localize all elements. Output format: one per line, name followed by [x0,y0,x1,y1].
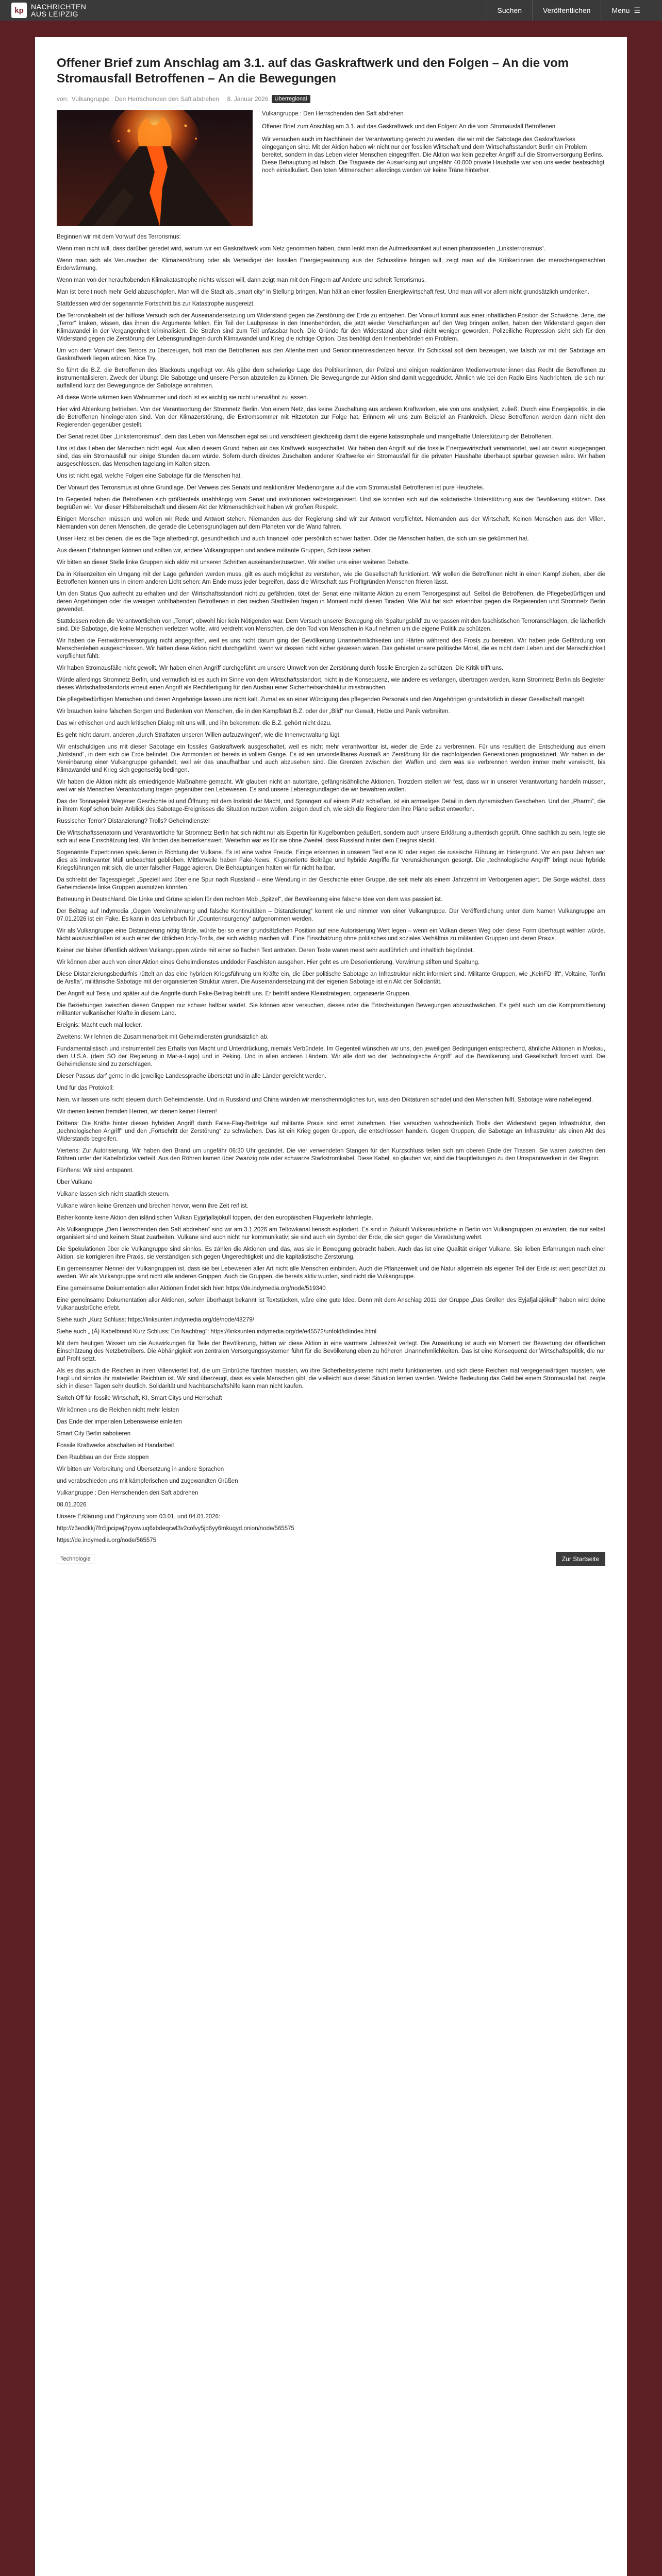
article-paragraph: Russischer Terror? Distanzierung? Trolls? Geheimdienste! [57,818,210,824]
article-paragraph: Eine gemeinsame Dokumentation aller Aktionen, sofern überhaupt bekannt ist Textstücken, wäre eine gute Idee. Denn mit dem Anschlag 2011 der Gruppe „Das Grollen des Eyjafjallajökull“ haben wird deine Vulkanausbrüche erlebt. [57,1297,605,1311]
article-paragraph: Unsere Erklärung und Ergänzung vom 03.01. und 04.01.2026: [57,1514,221,1520]
main-nav [487,0,651,21]
article-paragraph: Drittens: Die Kräfte hinter diesen hybriden Angriff durch False-Flag-Beiträge auf militante Praxis sind ernst zunehmen. Hier versuchen wahrscheinlich Trolls den Widerstand gegen Infrastruktur, den „technologischen Angriff“ und den „Fortschritt der Zerstörung“ zu schwächen. Das ist ein Krieg gegen Gruppen, die entschlossen handeln. Gegen Gruppen, die Sabotage an Infrastruktur als einen Akt des Widerstands begreifen. [57,1121,605,1142]
article-footer [57,1552,605,1566]
article-paragraph: Einigen Menschen müssen und wollen wir Rede und Antwort stehen. Niemanden aus der Regierung sind wir zur Antwort verpflichtet. Niemanden aus der Wirtschaft. Keinen Menschen aus den Villen. Niemanden von denen Menschen, die gerade die Lebensgrundlagen auf dem Planeten vor die Wand fahren. [57,516,605,530]
article-paragraph: Um von dem Vorwurf des Terrors zu überzeugen, holt man die Betroffenen aus den Altenheimen und Senior:innenresidenzen hervor. Ihr Schicksal soll dem bezeugen, wie falsch wir mit der Sabotage am Gaskraftwerk liegen würden. Nice Try. [57,348,605,362]
article-paragraph: Wir brauchen keine falschen Sorgen und Bedenken von Menschen, die in den Kampfblatt B.Z. oder der „Bild“ nur Gewalt, Hetze und Panik verbreiten. [57,708,450,715]
article-paragraph: 08.01.2026 [57,1502,87,1508]
article-paragraph: Man ist bereit noch mehr Geld abzuschöpfen. Man will die Stadt als „smart city“ in Stellung bringen. Man hält an einer fossilen Energiewirtschaft fest. Und man will vor allem nicht grundsätzlich umdenken. [57,289,589,295]
intro-paragraph: Wir versuchen auch im Nachhinein der Verantwortung gerecht zu werden, die wir mit der Sabotage des Gaskraftwerkes eingegangen sind. Mit der Aktion haben wir nicht nur der fossilen Wirtschaft und dem Wirtschaftsstandort Berlin ein Problem bereitet, sondern in das Leben vieler Menschen eingegriffen. Die Aktion war kein gezielter Angriff auf die Stromversorgung Berlins. Diese Behauptung ist falsch. Die Tragweite der Auswirkung auf ungefähr 40.000 private Haushalte war von uns weder beabsichtigt noch einkalkuliert. Den toten Mitmenschen allerdings werden wir keine Träne hinterher. [262,137,605,174]
article-paragraph: Stattdessen reden die Verantwortlichen von „Terror“, obwohl hier kein Nötigenden war. Dem Versuch unserer Bewegung ein 'Spaltungsbild' zu verpassen mit den faschistischen Terroranschlägen, die lächerlich sind. Die Sabotage, die keine Menschen verletzen wollte, wird verdreht von Menschen, die den Tod von Menschen in Kauf nehmen um die eigene Politik zu schützen. [57,618,605,632]
article-paragraph: Über Vulkane [57,1179,93,1185]
logo-badge: kp [11,3,27,18]
article-paragraph: All diese Worte wärmen kein Wahrummer und doch ist es wichtig sie nicht unerwähnt zu lassen. [57,395,308,401]
article-paragraph: Wir entschuldigen uns mit dieser Sabotage ein fossiles Gaskraftwerk ausgeschaltet, weil es nicht mehr verantwortbar ist, weder die Erde zu verbrennen. Für uns resultiert die Entscheidung aus einem „Notstand“, in dem sich die Erde befindet. Die Ammoniten ist bereits in vollem Gange. Es ist ein unvorstellbares Ausmaß an Zerstörung für die nachfolgenden Generationen prognostiziert. Wir haben in der Vereinbarung einer Vulkangruppe gehandelt, weil wir das unaufhaltbar und auch abzusehen sind. Die Grenzen zwischen den Waffen und dem was sie verbrennen werden immer mehr verwischt, bis Klimawandel und Krieg sich gegenseitig bedingen. [57,744,605,773]
volcano-image [57,110,253,226]
article-paragraph: Die Spekulationen über die Vulkangruppe sind sinnlos. Es zählen die Aktionen und das, was sie in Bewegung gebracht haben. Auch das ist eine Qualität einiger Vulkane. Sie lieben Erfahrungen nach einer Aktion, sie korrigieren ihre Praxis, sie verständigen sich gegen Ungerechtigkeit und die kapitalistische Zerstörung. [57,1246,605,1260]
article-paragraph: Fünftens: Wir sind entspannt. [57,1167,134,1174]
article-paragraph: Die Terrorvokabeln ist der hilflose Versuch sich der Auseinandersetzung um Widerstand gegen die Zerstörung der Erde zu entziehen. Der Vorwurf kommt aus einer inhaltlichen Position der Schwäche. Jene, die „Terror“ kraken, wissen, das ihnen die Argumente fehlen. Ein Teil der Laubpresse in den Innenbehörden, die jetzt wieder Verschärfungen auf den Weg bringen wollen, haben den Widerstand gegen den Klimawandel in der Vergangenheit kriminalisiert. Die Strafen sind zum Teil unfassbar hoch. Die Gründe für den Widerstand aber sind nicht weniger geworden. Polizeiliche Repression sieht sich für den Widerstand gegen die Zerstörung der Lebensgrundlagen durch Klimawandel und Krieg die richtige Option. Das benötigt den Innenbehörden ein Problem. [57,313,605,342]
article-paragraph: Stattdessen wird der sogenannte Fortschritt bis zur Katastrophe ausgereizt. [57,301,255,307]
article-meta [57,95,605,103]
home-button[interactable]: Zur Startseite [556,1552,605,1566]
article-paragraph: Siehe auch „Kurz Schluss: https://linksunten.indymedia.org/de/node/48279/ [57,1317,254,1323]
article-paragraph: Mit dem heutigen Wissen um die Auswirkungen für Teile der Bevölkerung, hätten wir diese Aktion in eine warmere Jahreszeit verlegt. Die Auswirkung ist auch ein Moment der Bewertung der öffentlichen Einschätzung des Netzbetreibers. Die Abhängigkeit von zentralen Versorgungssystemen führt für die Bevölkerung eben zu höheren Unannehmlichkeiten. Das ist eine Konsequenz der Wirtschaftspolitik, die nur auf Profit setzt. [57,1341,605,1362]
article-paragraph: Der Angriff auf Tesla und später auf die Angriffe durch Fake-Beitrag betrifft uns. Er betrifft andere Kleinstrategien, organisierte Gruppen. [57,991,411,997]
article-paragraph: Wenn man nicht will, dass darüber geredet wird, warum wir ein Gaskraftwerk vom Netz genommen haben, dann lenkt man die Aufmerksamkeit auf einen phantasierten „Linksterrorismus“. [57,246,546,252]
article-paragraph: Vulkangruppe : Den Herrschenden den Saft abdrehen [57,1490,198,1496]
article-paragraph: und verabschieden uns mit kämpferischen und zugewandten Grüßen [57,1478,238,1484]
article-paragraph: Diese Distanzierungsbedürfnis rüttelt an das eine hybriden Kriegsführung um Kräfte ein, die über politische Sabotage an Infrastruktur nicht informiert sind. Militante Gruppen, wie „KeinFD lift“, Voltaine, Tonfin de Arsfla“, militärische Sabotage mit der organisierten Struktur waren. Die Auseinandersetzung mit der eigenen Sabotage ist ein Akt der Solidarität. [57,971,605,985]
article-paragraph: Zweitens: Wir lehnen die Zusammenarbeit mit Geheimdiensten grundsätzlich ab. [57,1034,269,1040]
article-paragraph: Fossile Kraftwerke abschalten ist Handarbeit [57,1443,174,1449]
article-paragraph: Nein, wir lassen uns nicht steuern durch Geheimdienste. Und in Russland und China würden wir menschenmögliches tun, was den Diktaturen schadet und den Menschen hilft. Sabotage wäre naheliegend. [57,1097,593,1103]
intro-author: Vulkangruppe : Den Herrschenden den Saft abdrehen [262,111,404,117]
article-paragraph: Betreuung in Deutschland. Die Linke und Grüne spielen für den rechten Mob „Spitzel“, der Bevölkerung eine falsche Idee von dem was passiert ist. [57,896,442,903]
article-paragraph: Aus diesen Erfahrungen können und sollten wir, andere Vulkangruppen und andere militante Gruppen, Schlüsse ziehen. [57,548,372,554]
article-paragraph: Smart City Berlin sabotieren [57,1431,131,1437]
article-paragraph: Wenn man von der herauftobenden Klimakatastrophe nichts wissen will, dann zeigt man mit den Fingern auf Andere und schreit Terrorismus. [57,277,426,283]
article-paragraph: Wir können aber auch von einer Aktion eines Geheimdienstes unddoder Faschisten ausgehen. Hier geht es um Desorientierung, Verwirrung stiften und Spaltung. [57,959,480,965]
article-paragraph: So führt die B.Z. die Betroffenen des Blackouts ungefragt vor. Als gäbe dem schwierige Lage des Politiker:innen, der Polizei und einigen reaktionären Medienvertreter:innen das Recht die Betroffenen zu instrumentalisieren. Zweck der Übung: Die Sabotage und unsere Person abzuteilen zu können. Die Bewegungnde zur Aktion sind damit weggedrückt. Ähnlich wie bei den Radio Eins Nachrichten, die sich nur auffallend kurz der Bewegungnde der Sabotage annahmen. [57,367,605,389]
article-paragraph: Als Vulkangruppe „Den Herrschenden den Saft abdrehen“ sind wir am 3.1.2026 am Teltowkanal tierisch explodiert. Es sind in Zukunft Vulkanausbrüche in Berlin von Vulkangruppen zu erwarten, die nur selbst organisiert sind und keinem Staat zuarbeiten. Vulkane sind auch nicht nur kommunikativ; sie sind auch ein Symbol der Erde, die sich gegen die Verwüstung wehrt. [57,1227,605,1241]
article-paragraph: Wir als Vulkangruppe eine Distanzierung nötig fände, würde bei so einer grundsätzlichen Position auf eine Autorisierung Wert legen – wenn ein Vulkan diesen Weg oder diese Form überhaupt wählen würde. Nicht auszuschließen ist auch einer der üblichen Indy-Trolls, der sich wichtig machen will. Eine Einschätzung ohne politisches und soziales Verhältnis zu militanten Gruppen und deren Praxis. [57,928,605,942]
article-card [35,37,627,2576]
article-paragraph: Das der Tonnageleit Wegener Geschichte ist und Öffnung mit dem Instinkt der Macht, und Sprangerr auf einem Platz schießen, ist ein armseliges Detail in dem dynamischen Geschehen. Und der „Pharmi“, die in ihrem Kopf schon beim Anblick des Sabotage-Ereignisses die Situation nutzen wollen, zeigen deutlich, wie sich die Regierenden ihre Pläne selbst entwerfen. [57,799,605,812]
nav-publish-link[interactable]: Veröffentlichen [532,0,601,21]
article-paragraph: Fundamentalistisch und instrumentell des Erhalts von Macht und Unterdrückung, niemals Verbündete. Im Gegenteil wünschen wir uns, den jeweiligen Bedingungen entsprechend, ähnliche Aktionen in Moskau, dem U.S.A. (dem SO der Regierung in Mar-a-Lago) und in Peking. Und in allen anderen Ländern. Wir alle dort wo der „technologische Angriff“ auf die Bevölkerung und Gesellschaft forciert wird. Die Geheimdienste sind zu zerschlagen. [57,1046,605,1067]
nav-search-link[interactable]: Suchen [487,0,532,21]
article-paragraph: Ereignis: Macht euch mal locker. [57,1022,142,1028]
article-paragraph: Vulkane lassen sich nicht staatlich steuern. [57,1191,170,1197]
article-paragraph: Der Beitrag auf Indymedia „Gegen Vereinnahmung und falsche Kontinuitäten – Distanzierung“ kommt nie und nimmer von einer Vulkangruppe. Der Veröffentlichung unter dem Namen Vulkangruppe am 07.01.2026 ist ein Fake. Es kann in das Lehrbuch für „Counterinsurgency“ aufgenommen werden. [57,908,605,922]
article-paragraph: Die pflegebedürftigen Menschen und deren Angehörige lassen uns nicht kalt. Zumal es an einer Würdigung des pflegenden Personals und den Angehörigen grundsätzlich in dieser Gesellschaft mangelt. [57,697,586,703]
menu-label: Menu [611,6,630,14]
article-title: Offener Brief zum Anschlag am 3.1. auf das Gaskraftwerk und den Folgen – An die vom Stromausfall Betroffenen – An die Bewegungen [57,56,569,86]
article-paragraph: Uns ist nicht egal, welche Folgen eine Sabotage für die Menschen hat. [57,473,242,479]
article-paragraph: Siehe auch „ (Ä) Kabelbrand Kurz Schluss: Ein Nachtrag“: https://linksunten.indymedia.org/de/e45572/unfold/id/index.html [57,1329,377,1335]
article-paragraph: Wir haben die Fernwärmeversorgung nicht angegriffen, weil es uns nicht darum ging der Bevölkerung Unannehmlichkeiten und Härten während des Frosts zu bereiten. Wir haben jede Gefährdung von Menschenleben ausgeschlossen. Wir hätten diese Aktion nicht durchgeführt, wenn wir dessen nicht sicher gewesen wären. Das gebietet unsere politische Moral, die es nicht dem Leben und der Menschlichkeit verpflichtet fühlt. [57,638,605,659]
meta-separator [222,95,224,103]
article-paragraph: Das wir ethischen und auch kritischen Dialog mit uns will, und ihn bekommen: die B.Z. gehört nicht dazu. [57,720,332,726]
logo-line-1: NACHRICHTEN [31,3,87,11]
article-paragraph: Unser Herz ist bei denen, die es die Tage alterbedingt, gesundheitlich und auch finanziell oder persönlich schwer hatten. Oder die Menschen hatten, die sich um sie gekümmert hat. [57,536,529,542]
logo-line-2: AUS LEIPZIG [31,10,78,18]
article-paragraph: Würde allerdings Stromnetz Berlin, und vermutlich ist es auch im Sinne von dem Wirtschaftsstandort, nicht in die Konsequenz, wie andere es verlangen, übertragen werden, kann Stromnetz Berlin als Begleiter dieses Wirtschaftsstandorts erneut einen Angriff als Rechtfertigung für den Ausbau einer Sicherheitsarchitektur missbrauchen. [57,677,605,691]
article-paragraph: Bisher konnte keine Aktion den isländischen Vulkan Eyjafjallajökull toppen, der den europäischen Flugverkehr lahmlegte. [57,1215,373,1221]
article-paragraph: Da in Krisenzeiten ein Umgang mit der Lage gefunden werden muss, gilt es auch möglichst zu verstehen, wie die Gesellschaft funktioniert. Wir wollen die Betroffenen nicht in einen Kampf ziehen, aber die Betroffenen können uns in einem anderen Licht sehen: Am Ende muss jeder begreifen, dass die Wirtschaft aus Profitgründen Menschen frieren lässt. [57,571,605,585]
article-paragraph: Der Senat redet über „Linksterrorismus“, dem das Leben von Menschen egal sei und verschleiert gleichzeitig damit die eigene katastrophale und mangelhafte Unterstützung der Betroffenen. [57,434,553,440]
article-paragraph: Um den Status Quo aufrecht zu erhalten und den Wirtschaftsstandort nicht zu gefährden, tötet der Senat eine militante Aktion zu einem Terrorgespinst auf. Selbst die Betroffenen, die Pflegebedürftigen und deren Angehörigen oder die wenigen wohlhabenden Betroffenen in den reichen Stadtteilen fragen in Moment nicht diesen Tiraden. Wie Wut hat sich erkennbar gegen die Regierenden und Stromnetz Berlin gewendet. [57,591,605,613]
article-paragraph: Eine gemeinsame Dokumentation aller Aktionen findet sich hier: https://de.indymedia.org/node/519340 [57,1285,326,1292]
article-paragraph: Dieser Passus darf gerne in die jeweilige Landessprache übersetzt und in alle Länder gereicht werden. [57,1073,326,1079]
article-paragraph: Wir bitten an dieser Stelle linke Gruppen sich aktiv mit unseren Schritten auseinanderzusetzen. Wir stellen uns einer weiteren Debatte. [57,560,410,566]
article-paragraph: Wenn man sich als Verursacher der Klimazerstörung oder als Verteidiger der fossilen Energiegewinnung aus der Schusslinie bringen will, zeigt man auf die Kritiker:innen der menschengemachten Erderwärmung. [57,258,605,272]
intro-text [262,110,605,226]
article-paragraph: Wir haben Stromausfälle nicht gewollt. Wir haben einen Angriff durchgeführt um unsere Umwelt von der Zerstörung durch fossile Energien zu schützen. Die Kritik trifft uns. [57,665,504,671]
article-paragraph: Sogenannte Expert:innen spekulieren in Richtung der Vulkane. Es ist eine wahre Freude. Einige erkennen in unserem Text eine KI oder sagen die russische Führung im Hintergrund. Vor ein paar Jahren war dies als irrelevanter Müll unbeachtet geblieben. Mittlerweile haben Fake-News, KI-generierte Beiträge und hybride Angriffe für Verunsicherungen gesorgt. Die „technologische Angriff“ bringt neue hybride Kriegsführungen mit sich, die unter falscher Flagge agieren. Die Behauptungen halten wir für nicht haltbar. [57,850,605,871]
article-intro [57,110,605,226]
article-paragraph: Es geht nicht darum, anderen „durch Straftaten unseren Willen aufzuzwingen“, wie die Innenverwaltung lügt. [57,732,341,738]
article-paragraph: Viertens: Zur Autorisierung. Wir haben den Brand um ungefähr 06:30 Uhr gezündet. Die vier verwendeten Stangen für den Kurzschluss teilen sich am oberen Ende der Trassen. Sie waren zwischen den Röhren unter der Kabelbrücke verteilt. Aus den Röhren kamen über 2wanzig rote oder schwarze Starkstromkabel. Diese Kabel, so glauben wir, sind die Hauptleitungen zu den Umspannwerken in der Region. [57,1148,605,1162]
article-paragraph: Die Wirtschaftssenatorin und Verantwortliche für Stromnetz Berlin hat sich nicht nur als Expertin für Kugelbomben geäußert, sondern auch unsere Erklärung authentisch geprüft. Ohne sachlich zu sein, legte sie sich auf eine Einschätzung fest. Wir finden das bemerkenswert. Weiterhin war es für sie ohne Zweifel, dass Russland hinter dem Ereignis steckt. [57,830,605,844]
article-paragraph: Im Gegenteil haben die Betroffenen sich größtenteils unabhängig vom Senat und institutionen selbstorganisiert. Und sie konnten sich auf die solidarische Unterstützung aus der Bevölkerung stützen. Das begrüßen wir. Vor dieser Hilfsbereitschaft und diesem Akt der Mitmenschlichkeit haben wir großen Respekt. [57,497,605,511]
article-paragraph: Die Beziehungen zwischen diesen Gruppen nur schwer haltbar wartet. Sie können aber versuchen, dieses oder die Entscheidungen Bewegungen abzuschwächen. Es geht auch um die Kompromittierung militanter vulkanischer Kräfte in diesem Land. [57,1003,605,1016]
article-paragraph: Da schreibt der Tagesspiegel: „Speziell wird über eine Spur nach Russland – eine Wendung in der Geschichte einer Gruppe, die seit mehr als einem Jahrzehnt im Verborgenen agiert. Die Sorge wächst, dass Geheimdienste linke Gruppen ausnutzen könnten.“ [57,877,605,891]
article-body [57,233,605,1545]
category-badge[interactable]: Überregional [272,95,310,103]
article-paragraph: Ein gemeinsamer Nenner der Vulkangruppen ist, dass sie bei Lebewesen aller Art nicht alle Menschen einbinden. Auch die Pflanzenwelt und die Natur allgemein als eigener Teil der Erde ist wert geschützt zu werden. Wir als Vulkangruppe sind nicht alle anderen Gruppen. Auch die Gruppen, die bereits aktiv wurden, sind nicht die Vulkangruppe. [57,1266,605,1280]
article-paragraph: Den Raubbau an der Erde stoppen [57,1454,149,1461]
nav-menu-button[interactable] [601,0,651,21]
article-paragraph: Als es das auch die Reichen in ihren Villenviertel traf, die um Einbrüche fürchten mussten, wo ihre Sicherheitssysteme nicht mehr funktionierten, und sich diese Reichen mal vergegenwärtigen mussten, wie fragil und sinnlos ihr materieller Reichtum ist. Wir sind überzeugt, dass es viele Menschen gibt, die vielleicht aus dieser Situation lernen werden. Welche Bedeutung das Geld bei einem Stromausfall hat, zeigte sich in diesen Tagen sehr deutlich. Solidarität und Nachbarschaftshilfe kann man nicht kaufen. [57,1368,605,1389]
article-paragraph: http://z3eodkkj7fn5jpcipwj2pyowiuq6xbdeqcwl3v2cofvy5jb6yy6mkuqyd.onion/node/565575 [57,1526,294,1532]
article-paragraph: Wir dienen keinen fremden Herren, wir dienen keiner Herren! [57,1109,217,1115]
author-link[interactable]: Vulkangruppe : Den Herrschenden den Saft abdrehen [71,95,220,103]
tag-link[interactable]: Technologie [57,1554,94,1564]
article-paragraph: Keiner der bisher öffentlich aktiven Vulkangruppen würde mit einer so flachen Text antraten. Deren Texte waren meist sehr ausführlich und inhaltlich begründet. [57,947,474,954]
hamburger-icon: ☰ [634,6,640,14]
article-paragraph: Vulkane wären keine Grenzen und brechen hervor, wenn ihre Zeit reif ist. [57,1203,249,1209]
article-paragraph: Der Vorwurf des Terrorismus ist ohne Grundlage. Der Verweis des Senats und reaktionärer Medienorgane auf die vom Stromausfall Betroffenen ist pure Heuchelei. [57,485,485,491]
article-paragraph: Switch Off für fossile Wirtschaft, KI, Smart Citys und Herrschaft [57,1395,222,1401]
article-paragraph: Hier wird Ablenkung betrieben. Von der Verantwortung der Stromnetz Berlin. Von einem Netz, das keine Zuschaltung aus anderen Kraftwerken, wie von uns analysiert, zuließ. Durch eine Energiepolitik, in die die Betroffenen hineingeraten sind. Von der Klimazerstörung, die Extremsommer mit Hitzetoten zur Folge hat. Erinnern wir uns zum Beispiel an Frankreich. Diese Betroffenen werden dann nicht den Regierenden gegenüber gestellt. [57,406,605,428]
article-paragraph: Wir bitten um Verbreitung und Übersetzung in andere Sprachen [57,1466,224,1472]
article-paragraph: Wir haben die Aktion nicht als erniedrigende Maßnahme gemacht. Wir glauben nicht an autoritäre, gefängnisähnliche Aktionen. Trotzdem stellen wir fest, dass wir in unserer Verantwortung handeln müssen, weil wir als Menschen Verantwortung tragen gegenüber den Lebewesen. Es sind unsere Lebensgrundlagen die wir bewahren wollen. [57,779,605,793]
article-date: 8. Januar 2026 [227,95,269,103]
site-header [0,0,662,21]
article-paragraph: Wir können uns die Reichen nicht mehr leisten [57,1407,179,1413]
article-paragraph: Das Ende der imperialen Lebensweise einleiten [57,1419,182,1425]
site-logo[interactable] [11,3,86,18]
byline-prefix: von: [57,95,69,103]
logo-text [31,3,86,18]
article-paragraph: Uns ist das Leben der Menschen nicht egal. Aus allen diesem Grund haben wir das Kraftwerk ausgeschaltet. Wir haben den Angriff auf die fossile Energiewirtschaft verantwortet, weil wir davon ausgegangen sind, das ein Stromausfall nur einige Stunden dauern würde. Sofern durch direktes Zuschalten anderer Kraftwerke ein Stromausfall für die privaten Haushalte überhaupt spürbar gewesen wäre. Wir haben ausgeschlossen, das Menschen tagelang im Kalten sitzen. [57,446,605,467]
article-paragraph: https://de.indymedia.org/node/565575 [57,1537,157,1544]
article-paragraph: Und für das Protokoll: [57,1085,114,1091]
intro-subtitle: Offener Brief zum Anschlag am 3.1. auf das Gaskraftwerk und den Folgen: An die vom Stromausfall Betroffenen [262,124,556,130]
article-paragraph: Beginnen wir mit dem Vorwurf des Terrorismus: [57,234,181,240]
